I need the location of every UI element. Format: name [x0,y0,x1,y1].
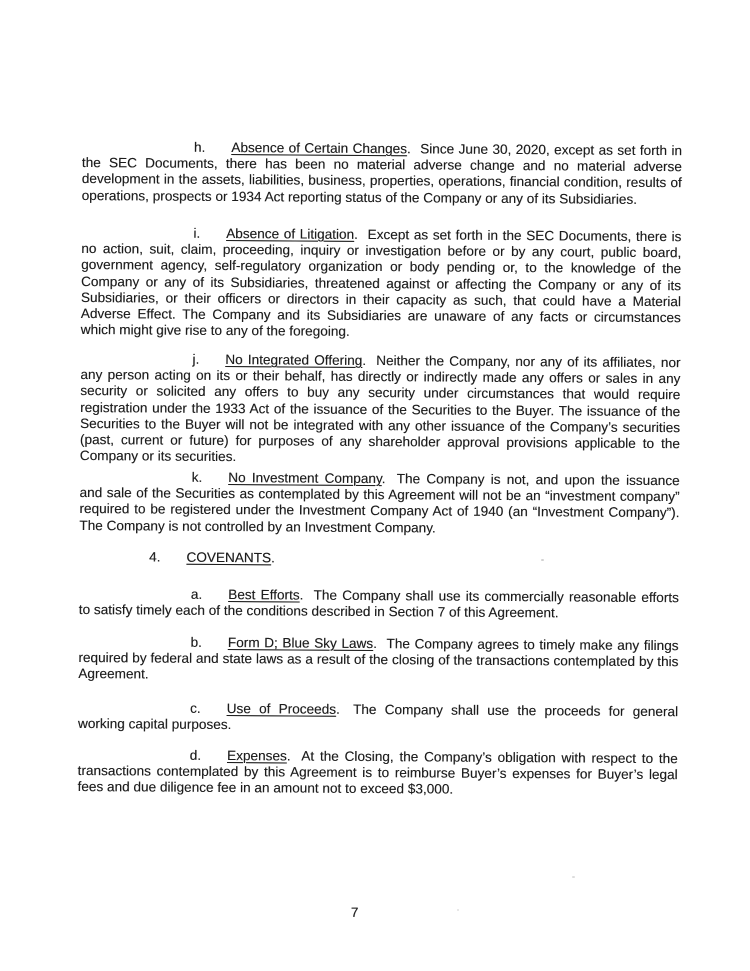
paragraph-form-d-blue-sky-laws [78,634,678,687]
paragraph-best-efforts [79,586,679,623]
paragraph-title: Form D; Blue Sky Laws [227,635,374,652]
paragraph-body: The Company shall use its commercially reasonable efforts to satisfy timely each of the conditions described in Section 7 of this Agreement. [78,587,679,621]
page-content [76,139,682,943]
paragraph-label: b. [190,634,202,650]
scan-speck [541,559,544,561]
section-number: 4. [149,549,161,565]
paragraph-body: At the Closing, the Company’s obligation with respect to the transactions contemplated by this Agreement is to reimburse Buyer’s expenses for Buyer’s legal fees and due diligence fee in an amount not to exceed $3,000. [77,748,678,798]
paragraph-label: h. [193,139,206,155]
paragraph-body: Except as set forth in the SEC Documents, there is no action, suit, claim, proceeding, inquiry or investigation before or by any court, public board, government agency, self-regulatory organization or body pending or, to the knowledge of the Company or any of its Subsidiaries, threatened against or affecting the Company or any of its Subsidiaries, or their officers or directors in their capacity as such, that could have a Material Adverse Effect. The Company and its Subsidiaries are unaware of any facts or circumstances which might give rise to any of the foregoing. [80,226,682,340]
tab-indent [82,151,194,152]
section-heading-covenants [79,549,679,569]
paragraph-period: . [299,587,304,603]
paragraph-label: c. [189,700,201,716]
tab-indent [78,646,190,647]
paragraph-body: Since June 30, 2020, except as set forth in the SEC Documents, there has been no material adverse change and no material adverse development in the assets, liabilities, business, properties, operations, financial condition, results of operations, prospects or 1934 Act reporting status of the Company or any of its Subsidiaries. [81,141,683,207]
paragraph-body: The Company agrees to timely make any filings required by federal and state laws as a result of the closing of the transactions contemplated by this Agreement. [78,636,679,682]
paragraph-title: Best Efforts [228,587,300,603]
paragraph-period: . [373,636,377,652]
paragraph-body: The Company is not, and upon the issuance and sale of the Securities as contemplated by this Agreement will not be an “investment company” required to be registered under the Investment Company Act of 1940 (an “Investment Company”). The Company is not controlled by an Investment Company. [79,471,680,536]
paragraph-period: . [354,226,358,242]
paragraph-expenses [77,747,677,800]
paragraph-title: Absence of Certain Changes [231,140,407,157]
paragraph-title: Expenses [226,748,287,764]
tab-indent [80,481,192,482]
paragraph-period: . [406,141,411,157]
paragraph-title: Use of Proceeds [226,701,337,717]
paragraph-label: d. [189,747,202,763]
paragraph-period: . [362,352,367,368]
paragraph-label: j. [192,351,200,367]
paragraph-period: . [381,471,386,487]
paragraph-period: . [335,701,340,717]
tab-indent [81,237,193,238]
paragraph-body: Neither the Company, nor any of its affiliates, nor any person acting on its or their behalf, has directly or indirectly made any offers or sales in any security or solicited any offers to buy any security under circumstances that would require registration under the 1933 Act of the issuance of the Securities to the Buyer. The issuance of the Securities to the Buyer will not be integrated with any other issuance of the Company’s securities (past, current or future) for purposes of any shareholder approval provisions applicable to the Company or its securities. [79,353,681,465]
paragraph-period: . [286,748,291,764]
paragraph-absence-of-litigation [81,225,682,343]
tab-indent [78,759,190,760]
paragraph-label: a. [190,586,203,602]
section-title: COVENANTS [186,549,272,566]
paragraph-absence-of-certain-changes [82,139,682,208]
paragraph-no-investment-company [79,469,679,538]
paragraph-label: i. [193,225,201,241]
section-period: . [270,550,275,566]
scan-speck [572,876,575,878]
paragraph-use-of-proceeds [78,700,678,737]
paragraph-label: k. [191,469,203,485]
paragraph-no-integrated-offering [80,351,681,469]
paragraph-body: The Company shall use the proceeds for general working capital purposes. [77,701,679,733]
tab-indent [78,712,190,713]
tab-indent [80,363,192,364]
page-number: 7 [350,904,359,920]
tab-indent [79,598,191,599]
paragraph-title: Absence of Litigation [226,226,355,242]
paragraph-title: No Integrated Offering [225,352,363,368]
scan-speck [457,909,459,911]
paragraph-title: No Investment Company [228,470,382,487]
